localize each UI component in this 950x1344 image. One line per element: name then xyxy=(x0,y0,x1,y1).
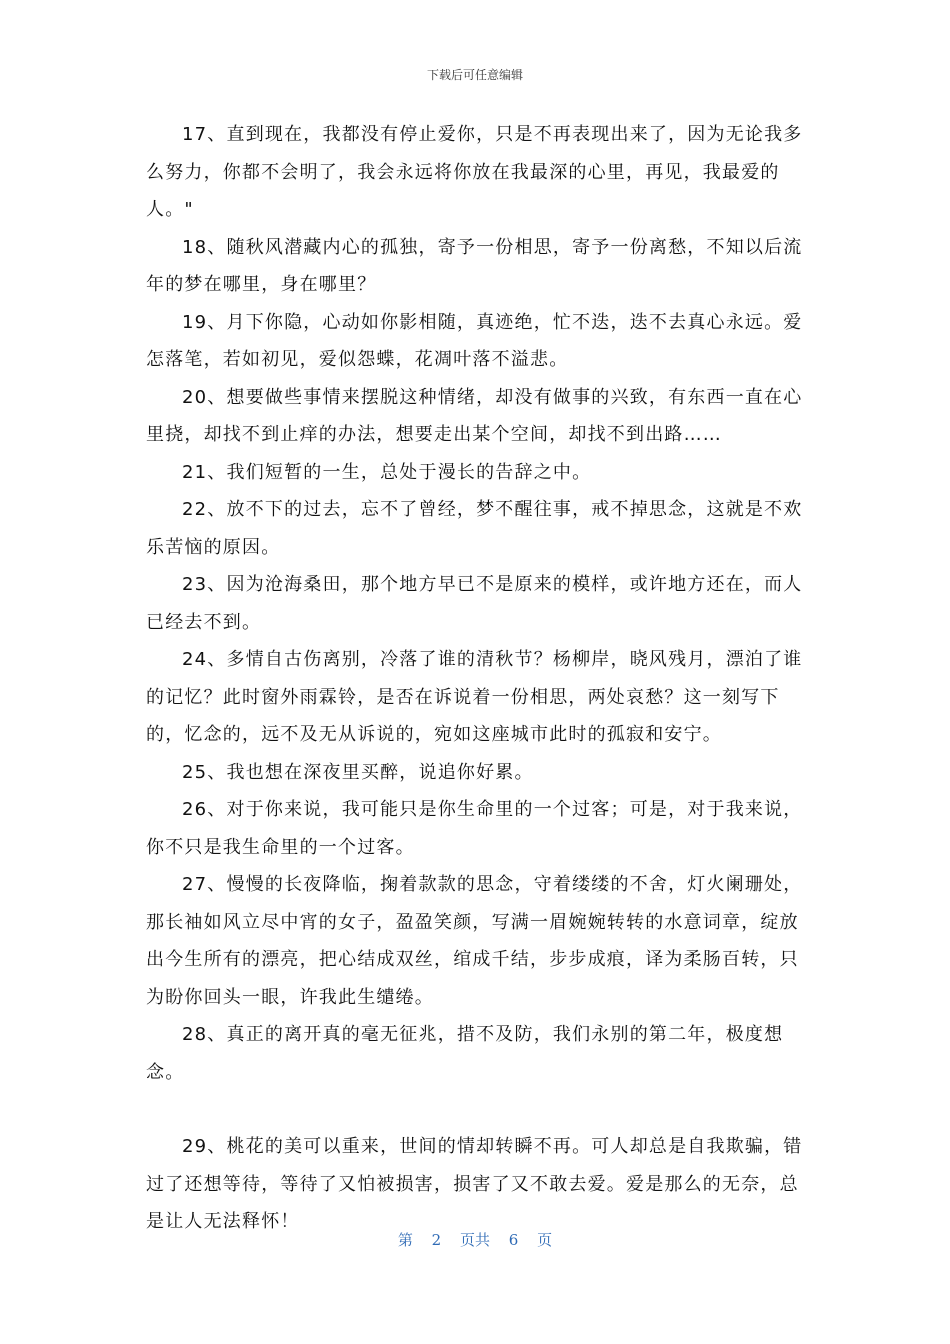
paragraph-19: 19、月下你隐，心动如你影相随，真迹绝，忙不迭，迭不去真心永远。爱怎落笔，若如初见，爱似怨蝶，花凋叶落不溢悲。 xyxy=(146,311,803,370)
page-header: 下载后可任意编辑 xyxy=(426,68,523,82)
paragraph-25: 25、我也想在深夜里买醉，说追你好累。 xyxy=(182,761,534,783)
paragraph-18: 18、随秋风潜藏内心的孤独，寄予一份相思，寄予一份离愁，不知以后流年的梦在哪里，身在哪里？ xyxy=(146,236,803,295)
paragraph-21: 21、我们短暂的一生，总处于漫长的告辞之中。 xyxy=(182,461,592,483)
page-footer xyxy=(0,1229,950,1250)
paragraph-20: 20、想要做些事情来摆脱这种情绪，却没有做事的兴致，有东西一直在心里挠，却找不到止痒的办法，想要走出某个空间，却找不到出路…… xyxy=(146,386,803,445)
paragraph-28: 28、真正的离开真的毫无征兆，措不及防，我们永别的第二年，极度想念。 xyxy=(146,1024,784,1083)
paragraph-17: 17、直到现在，我都没有停止爱你，只是不再表现出来了，因为无论我多么努力，你都不会明了，我会永远将你放在我最深的心里，再见，我最爱的人。" xyxy=(146,124,803,220)
document-body xyxy=(146,116,810,1241)
paragraph-23: 23、因为沧海桑田，那个地方早已不是原来的模样，或许地方还在，而人已经去不到。 xyxy=(146,574,803,633)
paragraph-22: 22、放不下的过去，忘不了曾经，梦不醒往事，戒不掉思念，这就是不欢乐苦恼的原因。 xyxy=(146,499,803,558)
footer-page-of: 页共 xyxy=(459,1231,490,1249)
paragraph-29: 29、桃花的美可以重来，世间的情却转瞬不再。可人却总是自我欺骗，错过了还想等待，等待了又怕被损害，损害了又不敢去爱。爱是那么的无奈，总是让人无法释怀！ xyxy=(146,1136,803,1232)
footer-page-total: 6 xyxy=(508,1231,519,1249)
footer-page-label: 第 xyxy=(397,1231,413,1249)
footer-page-current: 2 xyxy=(431,1231,442,1249)
paragraph-spacer xyxy=(146,1091,810,1128)
paragraph-26: 26、对于你来说，我可能只是你生命里的一个过客；可是，对于我来说，你不只是我生命里的一个过客。 xyxy=(146,799,803,858)
paragraph-27: 27、慢慢的长夜降临，掬着款款的思念，守着缕缕的不舍，灯火阑珊处，那长袖如风立尽中宵的女子，盈盈笑颜，写满一眉婉婉转转的水意词章，绽放出今生所有的漂亮，把心结成双丝，绾成千结，步步成痕，译为柔肠百转，只为盼你回头一眼，许我此生缱绻。 xyxy=(146,874,803,1008)
paragraph-24: 24、多情自古伤离别，冷落了谁的清秋节？杨柳岸，晓风残月，漂泊了谁的记忆？此时窗外雨霖铃，是否在诉说着一份相思，两处哀愁？这一刻写下的，忆念的，远不及无从诉说的，宛如这座城市此时的孤寂和安宁。 xyxy=(146,649,803,745)
footer-page-suffix: 页 xyxy=(537,1231,553,1249)
